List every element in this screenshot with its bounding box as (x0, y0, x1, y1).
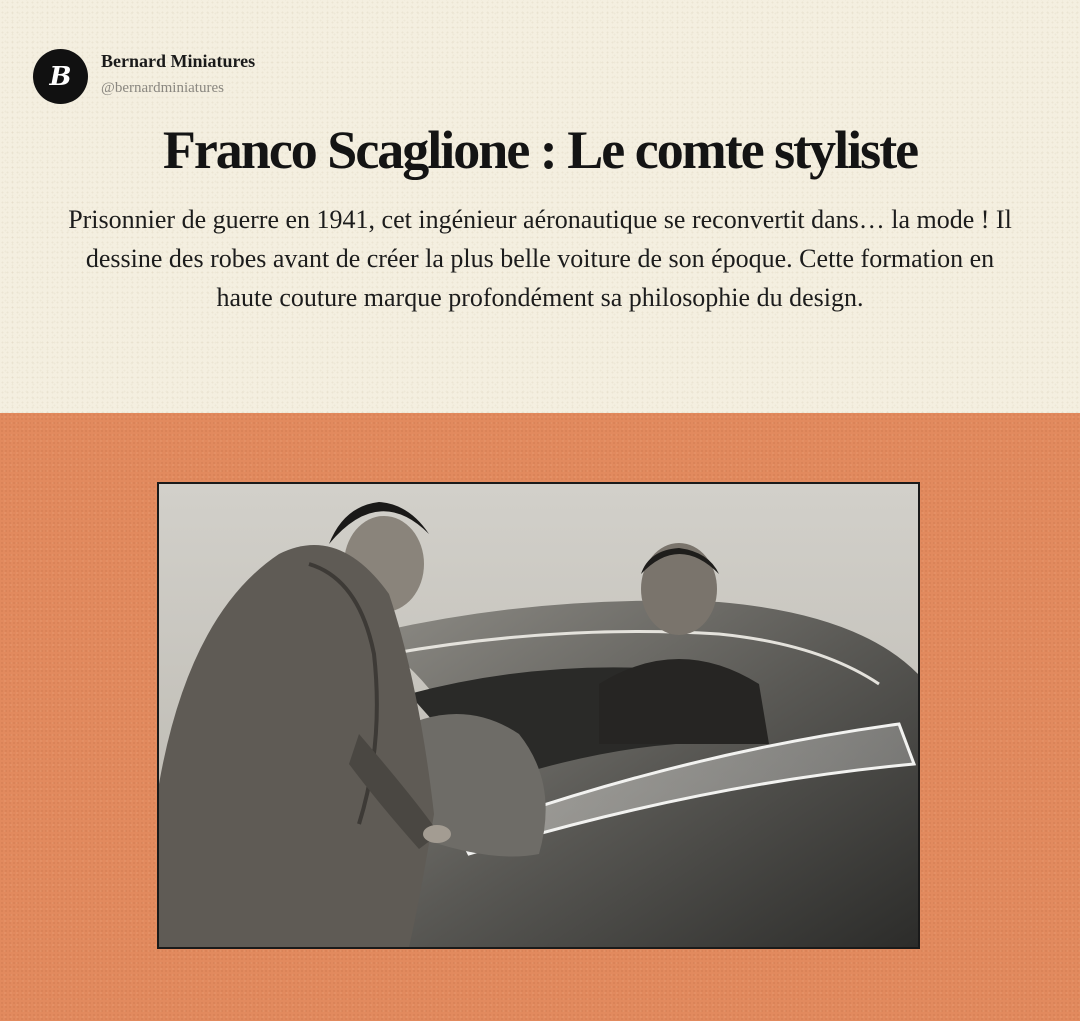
avatar[interactable] (33, 49, 88, 104)
post-title: Franco Scaglione : Le comte styliste (162, 120, 918, 180)
author-handle[interactable]: @bernardminiatures (101, 80, 224, 96)
photo-icon (159, 484, 918, 947)
avatar-letter: B (49, 61, 72, 92)
post-body: Prisonnier de guerre en 1941, cet ingénieur aéronautique se reconvertit dans… la mode ! Il dessine des robes avant de créer la plus belle voiture de son époque. Cette formation en haute couture marque profondément sa philosophie du design. (68, 205, 1012, 312)
photo (157, 482, 920, 949)
author-name[interactable]: Bernard Miniatures (101, 51, 256, 71)
